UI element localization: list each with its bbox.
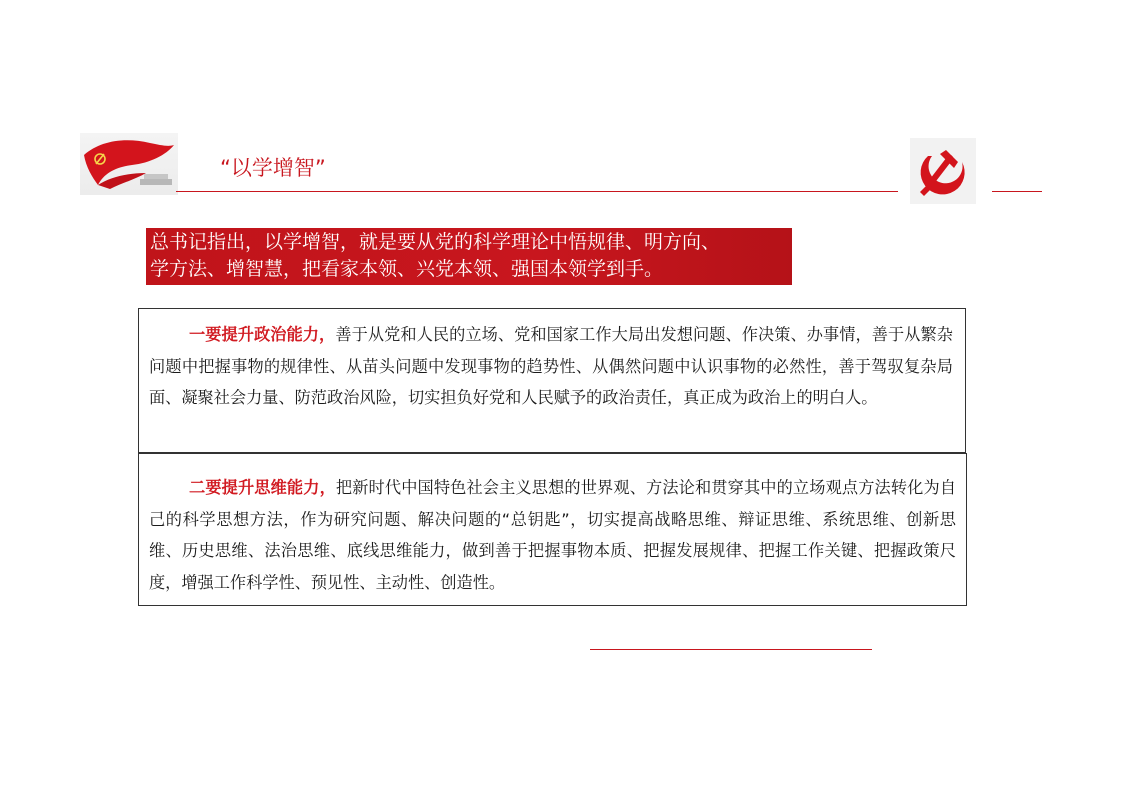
section-thinking-ability bbox=[138, 453, 967, 606]
page-title: “以学增智” bbox=[220, 156, 326, 180]
party-emblem bbox=[910, 138, 976, 204]
header-divider-right bbox=[992, 191, 1042, 192]
party-flag-icon bbox=[80, 133, 178, 195]
section-paragraph bbox=[149, 319, 953, 414]
section-text: 善于从党和人民的立场、党和国家工作大局出发想问题、作决策、办事情，善于从繁杂问题中把握事物的规律性、从苗头问题中发现事物的趋势性、从偶然问题中认识事物的必然性，善于驾驭复杂局面、凝聚社会力量、防范政治风险，切实担负好党和人民赋予的政治责任，真正成为政治上的明白人。 bbox=[149, 325, 953, 407]
footer-divider bbox=[590, 649, 872, 650]
banner-line-1: 总书记指出，以学增智，就是要从党的科学理论中悟规律、明方向、 bbox=[150, 231, 721, 253]
section-lead: 二要提升思维能力， bbox=[189, 478, 336, 497]
section-political-ability bbox=[138, 308, 966, 453]
hammer-sickle-icon bbox=[910, 138, 976, 204]
section-paragraph bbox=[149, 472, 956, 598]
header-divider bbox=[176, 191, 898, 192]
section-text: 把新时代中国特色社会主义思想的世界观、方法论和贯穿其中的立场观点方法转化为自己的科学思想方法，作为研究问题、解决问题的“总钥匙”，切实提高战略思维、辩证思维、系统思维、创新思维、历史思维、法治思维、底线思维能力，做到善于把握事物本质、把握发展规律、把握工作关键、把握政策尺度，增强工作科学性、预见性、主动性、创造性。 bbox=[149, 478, 957, 592]
banner-line-2: 学方法、增智慧，把看家本领、兴党本领、强国本领学到手。 bbox=[150, 258, 664, 280]
party-flag-logo bbox=[80, 133, 178, 195]
quote-banner bbox=[146, 228, 792, 285]
section-lead: 一要提升政治能力， bbox=[189, 325, 336, 344]
